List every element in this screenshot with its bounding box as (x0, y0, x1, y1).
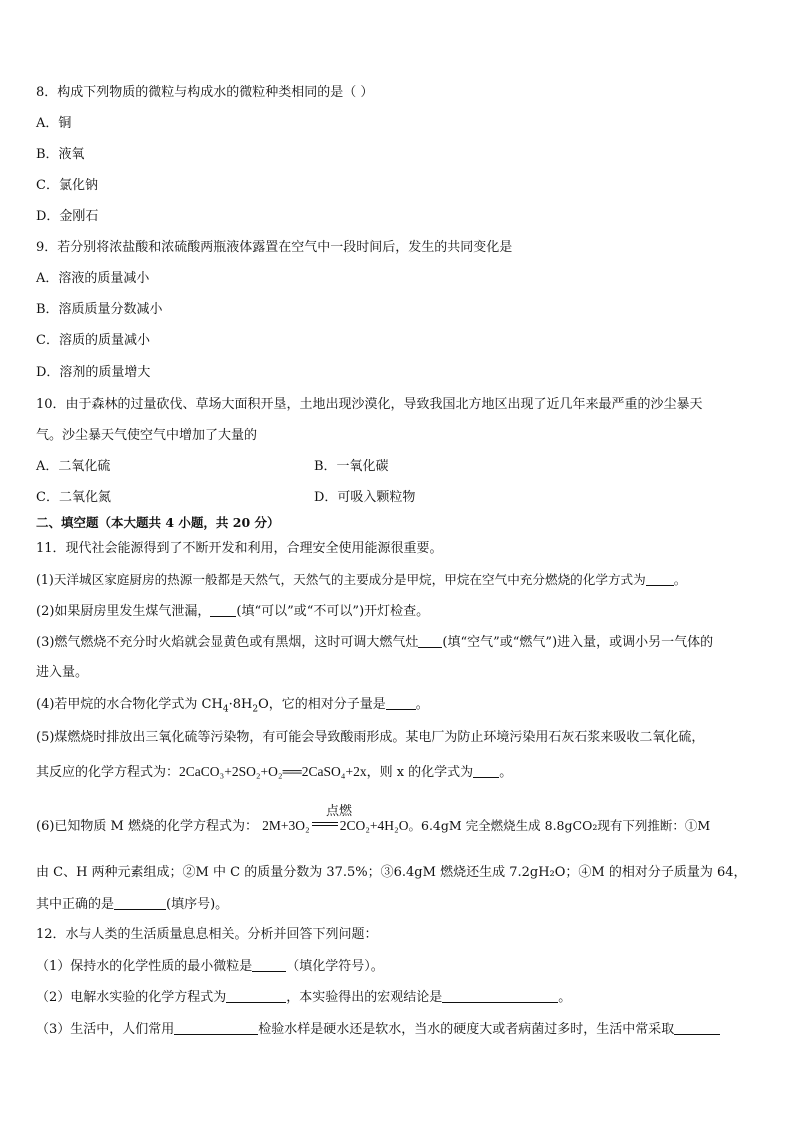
q12-part1-text-b: （填化学符号）。 (286, 959, 384, 974)
q11-part4-text-a: (4)若甲烷的水合物化学式为 CH (36, 697, 223, 712)
q11-part6-text-a: (6)已知物质 M 燃烧的化学方程式为： (36, 819, 258, 834)
q11-part6-text-d: 其中正确的是 (36, 897, 115, 912)
answer-blank[interactable] (252, 957, 286, 972)
answer-blank[interactable] (114, 895, 166, 910)
answer-blank[interactable] (386, 695, 416, 710)
q11-part6-text-e: (填序号)。 (166, 897, 229, 912)
q11-part6-text-b: 。6.4gM 完全燃烧生成 8.8gCO₂现有下列推断：①M (408, 818, 711, 833)
answer-blank[interactable] (210, 602, 236, 617)
q12-part3-text-b: 检验水样是硬水还是软水，当水的硬度大或者病菌过多时，生活中常采取 (258, 1022, 675, 1037)
q11-part5-text-c: ，则 x 的化学式为 (366, 765, 474, 780)
q10-stem-line2: 气。沙尘暴天气使空气中增加了大量的 (36, 428, 258, 443)
q10-option-d: D．可吸入颗粒物 (314, 490, 416, 505)
q11-part5-text-b: 其反应的化学方程式为： (36, 765, 180, 780)
q9-option-c: C．溶质的质量减小 (36, 333, 150, 348)
q10-option-b: B．一氧化碳 (314, 459, 389, 474)
answer-blank[interactable] (226, 988, 286, 1003)
q11-part5: (5)煤燃烧时排放出三氧化硫等污染物，有可能会导致酸雨形成。某电厂为防止环境污染用石灰石浆来吸收二氧化硫， (36, 730, 705, 745)
q12-stem: 12．水与人类的生活质量息息相关。分析并回答下列问题： (36, 927, 378, 942)
q10-option-a: A．二氧化硫 (36, 459, 111, 474)
q8-option-c: C．氯化钠 (36, 178, 98, 193)
q12-part1-text-a: （1）保持水的化学性质的最小微粒是 (36, 959, 253, 974)
equation-right: 2CO₂+4H₂O (339, 818, 409, 833)
answer-blank[interactable] (473, 763, 499, 778)
q12-part3-text-a: （3）生活中，人们常用 (36, 1022, 175, 1037)
q11-part1 (36, 571, 686, 589)
equation-left: 2M+3O₂ (262, 818, 310, 833)
answer-blank[interactable] (442, 988, 558, 1003)
q9-option-b: B．溶质质量分数减小 (36, 302, 163, 317)
q8-option-a: A．铜 (36, 116, 72, 131)
equation: 2CaCO₃+2SO₂+O₂══2CaSO₄+2x (179, 764, 367, 779)
q11-part5-cont (36, 763, 512, 782)
q11-part6-cont1: 由 C、H 两种元素组成；②M 中 C 的质量分数为 37.5%；③6.4gM 燃烧还生成 7.2gH₂O；④M 的相对分子质量为 64， (36, 865, 747, 880)
equals-sign (312, 822, 338, 826)
answer-blank[interactable] (418, 633, 442, 648)
q12-part1 (36, 957, 384, 976)
q11-part2 (36, 602, 429, 621)
subscript: 4 (222, 704, 229, 715)
q11-part4-end: 。 (415, 697, 429, 712)
q11-stem: 11．现代社会能源得到了不断开发和利用，合理安全使用能源很重要。 (36, 541, 443, 556)
q8-option-b: B．液氧 (36, 147, 85, 162)
q11-part3 (36, 633, 713, 652)
q11-part6 (36, 817, 710, 836)
q11-part2-text-a: (2)如果厨房里发生煤气泄漏， (36, 604, 211, 619)
q12-part2-end: 。 (558, 990, 572, 1005)
reaction-condition: 点燃 (326, 804, 353, 819)
answer-blank[interactable] (674, 1020, 720, 1035)
answer-blank[interactable] (174, 1020, 258, 1035)
q9-option-d: D．溶剂的质量增大 (36, 365, 151, 380)
q11-part2-text-b: (填“可以”或“不可以”)开灯检查。 (236, 604, 430, 619)
q11-part4 (36, 695, 429, 719)
q9-stem: 9．若分别将浓盐酸和浓硫酸两瓶液体露置在空气中一段时间后，发生的共同变化是 (36, 240, 513, 255)
q11-part1-text: (1)天洋城区家庭厨房的热源一般都是天然气，天然气的主要成分是甲烷，甲烷在空气中充分燃烧的化学方式为 (36, 572, 646, 587)
q11-part5-end: 。 (499, 765, 513, 780)
subscript: 2 (252, 704, 259, 715)
q11-part3-cont: 进入量。 (36, 665, 89, 680)
q12-part2 (36, 988, 571, 1007)
q11-part1-end: 。 (673, 572, 687, 587)
q12-part2-text-b: ，本实验得出的宏观结论是 (286, 990, 443, 1005)
q8-option-d: D．金刚石 (36, 209, 99, 224)
q11-part3-text-b: (填“空气”或“燃气”)进入量，或调小另一气体的 (442, 635, 714, 650)
q12-part2-text-a: （2）电解水实验的化学方程式为 (36, 990, 227, 1005)
q8-stem: 8．构成下列物质的微粒与构成水的微粒种类相同的是（ ） (36, 85, 374, 100)
q11-part4-text-b: ·8H (228, 697, 253, 712)
q11-part4-text-c: O，它的相对分子量是 (258, 697, 386, 712)
q10-option-c: C．二氧化氮 (36, 490, 111, 505)
q11-part3-text-a: (3)燃气燃烧不充分时火焰就会显黄色或有黑烟，这时可调大燃气灶 (36, 635, 419, 650)
q11-part6-cont2 (36, 895, 228, 914)
q12-part3 (36, 1020, 720, 1039)
section-heading: 二、填空题（本大题共 4 小题，共 20 分） (36, 515, 280, 530)
q9-option-a: A．溶液的质量减小 (36, 271, 150, 286)
q10-stem-line1: 10．由于森林的过量砍伐、草场大面积开垦，土地出现沙漠化，导致我国北方地区出现了近几年来最严重的沙尘暴天 (36, 397, 703, 412)
answer-blank[interactable] (646, 571, 674, 586)
